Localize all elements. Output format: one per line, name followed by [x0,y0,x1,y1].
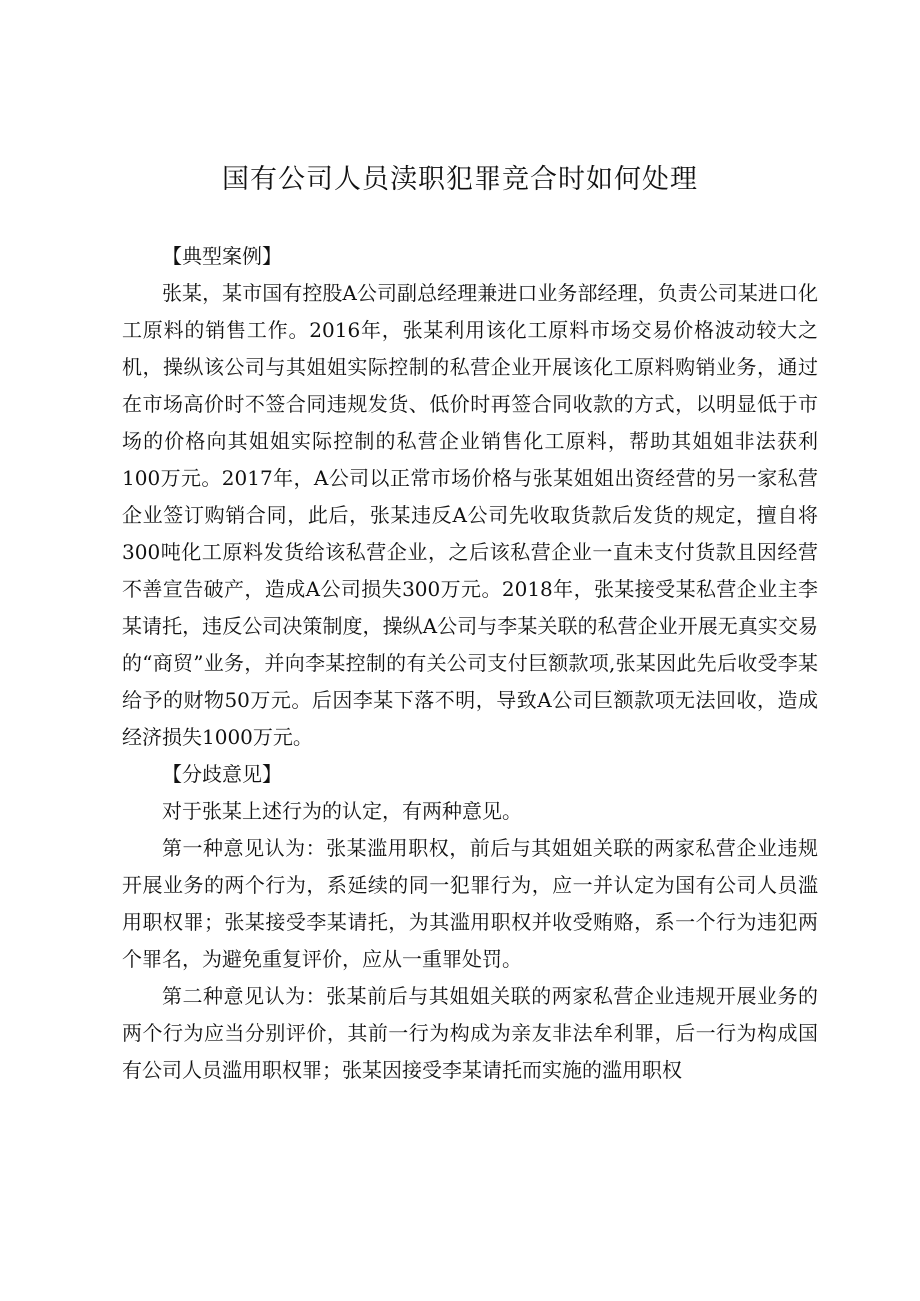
document-body [122,238,818,1089]
document-title: 国有公司人员渎职犯罪竞合时如何处理 [222,164,698,195]
disagreement-section-heading: 【分歧意见】 [162,762,282,786]
opinion-two-paragraph: 第二种意见认为：张某前后与其姐姐关联的两家私营企业违规开展业务的两个行为应当分别评价，其前一行为构成为亲友非法牟利罪，后一行为构成国有公司人员滥用职权罪；张某因接受李某请托而实施的滥用职权 [122,984,818,1082]
disagreement-intro-paragraph: 对于张某上述行为的认定，有两种意见。 [162,799,522,823]
case-section-heading: 【典型案例】 [162,244,282,268]
opinion-one-paragraph: 第一种意见认为：张某滥用职权，前后与其姐姐关联的两家私营企业违规开展业务的两个行为，系延续的同一犯罪行为，应一并认定为国有公司人员滥用职权罪；张某接受李某请托，为其滥用职权并收受贿赂，系一个行为违犯两个罪名，为避免重复评价，应从一重罪处罚。 [122,836,818,971]
case-paragraph: 张某，某市国有控股A公司副总经理兼进口业务部经理，负责公司某进口化工原料的销售工作。2016年，张某利用该化工原料市场交易价格波动较大之机，操纵该公司与其姐姐实际控制的私营企业开展该化工原料购销业务，通过在市场高价时不签合同违规发货、低价时再签合同收款的方式，以明显低于市场的价格向其姐姐实际控制的私营企业销售化工原料，帮助其姐姐非法获利100万元。2017年，A公司以正常市场价格与张某姐姐出资经营的另一家私营企业签订购销合同，此后，张某违反A公司先收取货款后发货的规定，擅自将300吨化工原料发货给该私营企业，之后该私营企业一直未支付货款且因经营不善宣告破产，造成A公司损失300万元。2018年，张某接受某私营企业主李某请托，违反公司决策制度，操纵A公司与李某关联的私营企业开展无真实交易的“商贸”业务，并向李某控制的有关公司支付巨额款项,张某因此先后收受李某给予的财物50万元。后因李某下落不明，导致A公司巨额款项无法回收，造成经济损失1000万元。 [122,281,818,749]
